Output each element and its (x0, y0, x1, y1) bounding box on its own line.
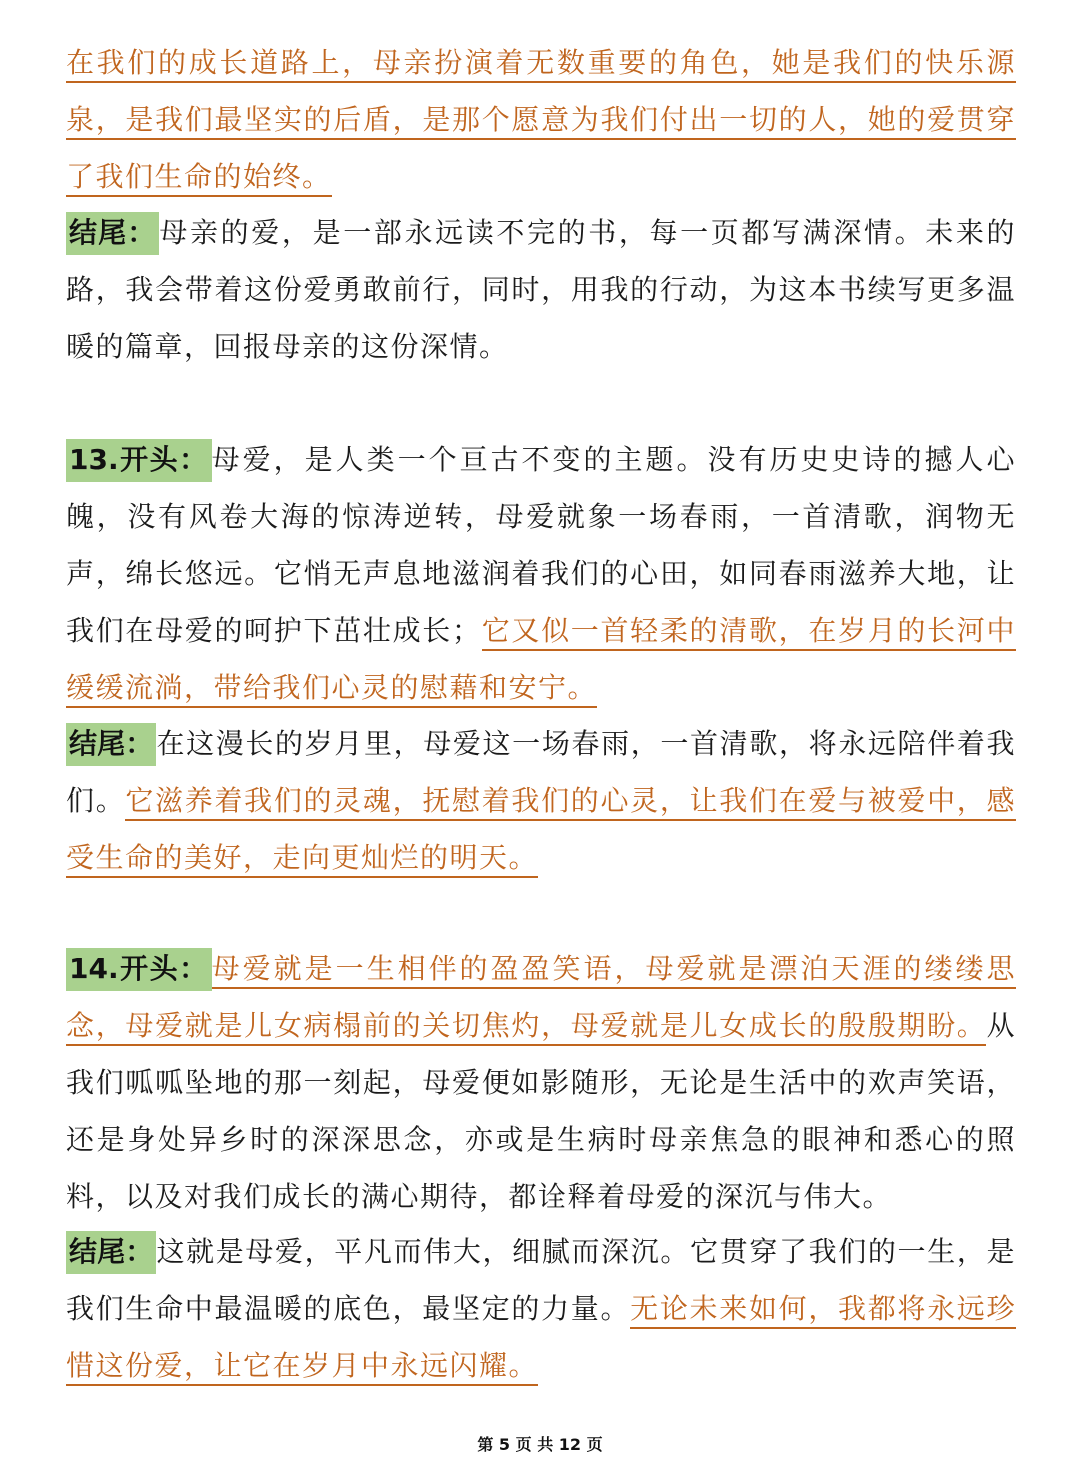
section-tag-ending: 结尾： (66, 1231, 156, 1274)
section-tag-opening: 13.开头： (66, 439, 212, 482)
paragraph-text: 在这漫长的岁月里，母爱这一场春雨，一首清歌，将永远陪伴着我们。 (66, 727, 1016, 817)
paragraph-text: 母亲的爱，是一部永远读不完的书，每一页都写满深情。未来的路，我会带着这份爱勇敢前行，同时，用我的行动，为这本书续写更多温暖的篇章，回报母亲的这份深情。 (66, 216, 1016, 363)
paragraph-text: 从我们呱呱坠地的那一刻起，母爱便如影随形，无论是生活中的欢声笑语，还是身处异乡时的深深思念，亦或是生病时母亲焦急的眼神和悉心的照料，以及对我们成长的满心期待，都诠释着母爱的深沉与伟大。 (66, 1009, 1016, 1213)
section-tag-ending: 结尾： (66, 723, 156, 766)
section-tag-opening: 14.开头： (66, 948, 212, 991)
paragraph-opening-14 (66, 940, 1016, 1225)
paragraph-text: 这就是母爱，平凡而伟大，细腻而深沉。它贯穿了我们的一生，是我们生命中最温暖的底色，最坚定的力量。 (66, 1235, 1016, 1325)
highlighted-sentence: 它滋养着我们的灵魂，抚慰着我们的心灵，让我们在爱与被爱中，感受生命的美好，走向更灿烂的明天。 (66, 784, 1016, 878)
page-number-footer: 第 5 页 共 12 页 (477, 1435, 603, 1454)
highlighted-sentence: 母爱就是一生相伴的盈盈笑语，母爱就是漂泊天涯的缕缕思念，母爱就是儿女病榻前的关切焦灼，母爱就是儿女成长的殷殷期盼。 (66, 952, 1016, 1046)
paragraph-intro-continuation (66, 34, 1016, 205)
paragraph-opening-13 (66, 431, 1016, 716)
paragraph-ending-12 (66, 204, 1016, 375)
highlighted-sentence: 在我们的成长道路上，母亲扮演着无数重要的角色，她是我们的快乐源泉，是我们最坚实的后盾，是那个愿意为我们付出一切的人，她的爱贯穿了我们生命的始终。 (66, 46, 1016, 197)
paragraph-text: 母爱，是人类一个亘古不变的主题。没有历史史诗的撼人心魄，没有风卷大海的惊涛逆转，母爱就象一场春雨，一首清歌，润物无声，绵长悠远。它悄无声息地滋润着我们的心田，如同春雨滋养大地，让我们在母爱的呵护下茁壮成长； (66, 443, 1016, 647)
highlighted-sentence: 无论未来如何，我都将永远珍惜这份爱，让它在岁月中永远闪耀。 (66, 1292, 1016, 1386)
highlighted-sentence: 它又似一首轻柔的清歌，在岁月的长河中缓缓流淌，带给我们心灵的慰藉和安宁。 (66, 614, 1016, 708)
section-tag-ending: 结尾： (66, 212, 159, 255)
paragraph-ending-13 (66, 715, 1016, 886)
paragraph-ending-14 (66, 1223, 1016, 1394)
